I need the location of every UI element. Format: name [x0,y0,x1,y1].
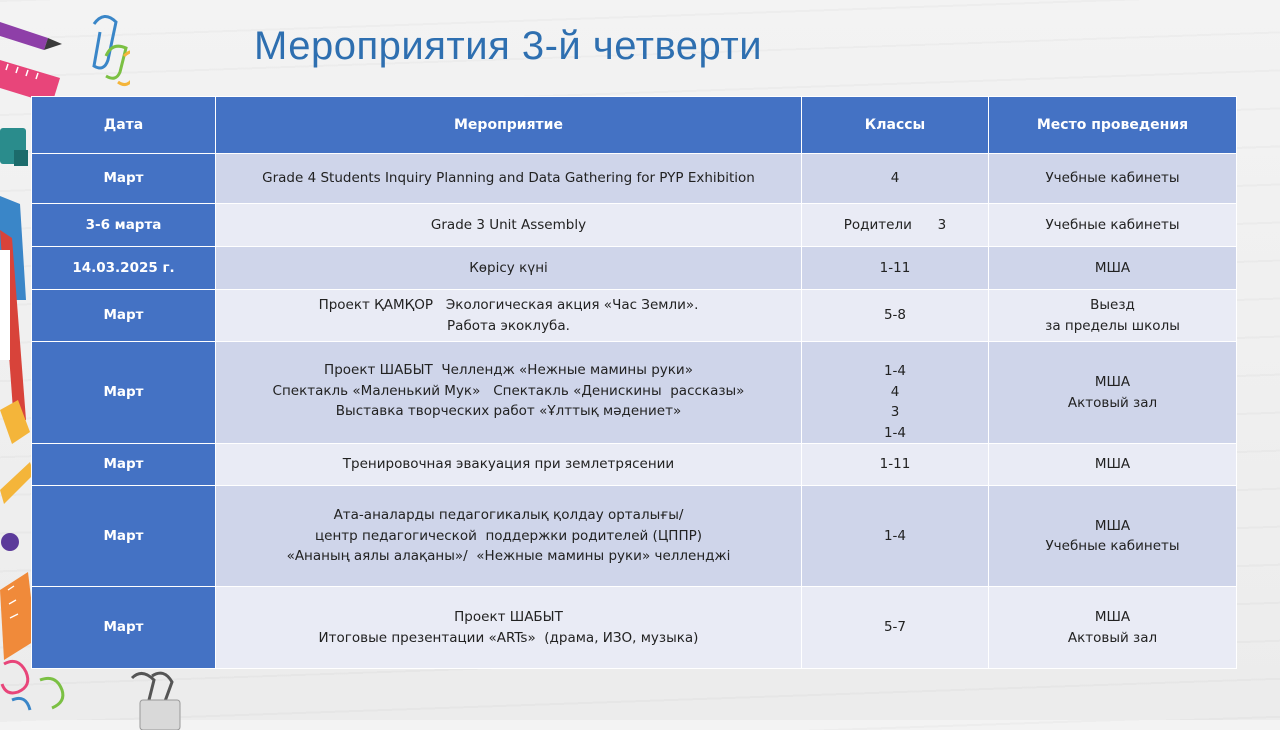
place-line: МША [1094,517,1131,534]
classes-cell [802,342,989,444]
classes-line: Родители 3 [843,216,947,233]
date-cell: 14.03.2025 г. [32,247,216,290]
place-line: МША [1094,609,1131,625]
place-line: МША [1094,259,1131,276]
event-line: Проект ҚАМҚОР Экологическая акция «Час Земли». [318,297,699,313]
event-cell [216,444,802,486]
event-line: Тренировочная эвакуация при землетрясении [342,456,675,473]
event-line: Выставка творческих работ «Ұлттық мәдениет» [335,403,682,419]
table-row [32,290,1237,342]
pushpin-icon [1,533,19,551]
event-cell [216,342,802,444]
classes-line: 4 [890,383,900,400]
event-line: Проект ШАБЫТ Челлендж «Нежные мамины руки» [324,362,693,378]
date-cell: Март [32,486,216,587]
place-cell [989,444,1237,486]
classes-line: 4 [890,170,900,187]
binder-clip-icon [0,128,28,166]
classes-line: 5-7 [883,619,907,636]
notebook-decor [0,250,10,360]
table-row [32,204,1237,247]
event-cell [216,486,802,587]
classes-cell [802,290,989,342]
place-line: за пределы школы [1045,317,1180,334]
table-row [32,154,1237,204]
date-cell: Март [32,444,216,486]
place-cell [989,204,1237,247]
event-line: Спектакль «Маленький Мук» Спектакль «Денискины рассказы» [272,382,745,399]
classes-line: 5-8 [883,307,907,324]
page-title: Мероприятия 3-й четверти [254,24,763,68]
event-line: Работа экоклуба. [447,317,570,334]
classes-line: 1-4 [883,363,907,379]
pencil-icon [0,22,62,50]
classes-cell [802,587,989,669]
paperclip-icon [94,16,130,84]
table-header-row [32,97,1237,154]
header-date: Дата [32,97,216,154]
place-line: Учебные кабинеты [1045,170,1180,187]
event-cell [216,204,802,247]
classes-line: 1-4 [883,527,907,544]
classes-line: 1-4 [883,424,907,441]
place-line: Выезд [1090,297,1135,313]
event-cell [216,154,802,204]
classes-cell [802,204,989,247]
place-cell [989,154,1237,204]
place-line: Актовый зал [1067,629,1158,646]
event-cell [216,247,802,290]
pencil-icon [0,400,34,504]
classes-cell [802,444,989,486]
place-line: Учебные кабинеты [1045,538,1180,554]
place-cell [989,290,1237,342]
event-line: Grade 4 Students Inquiry Planning and Data Gathering for PYP Exhibition [262,170,755,187]
place-cell [989,247,1237,290]
date-cell: Март [32,587,216,669]
classes-line: 1-11 [879,456,911,473]
classes-line: 3 [890,404,900,420]
event-line: «Ананың аялы алақаны»/ «Нежные мамины руки» челленджі [286,548,731,565]
date-cell: Март [32,154,216,204]
date-cell: Март [32,342,216,444]
place-cell [989,486,1237,587]
event-line: Көрісу күні [469,259,548,276]
header-event: Мероприятие [216,97,802,154]
event-line: Grade 3 Unit Assembly [430,216,587,233]
classes-cell [802,247,989,290]
event-cell [216,290,802,342]
event-cell [216,587,802,669]
place-line: МША [1094,374,1131,390]
header-classes: Классы [802,97,989,154]
table-row [32,486,1237,587]
table-row [32,247,1237,290]
classes-cell [802,154,989,204]
table-row [32,444,1237,486]
place-line: Учебные кабинеты [1045,216,1180,233]
event-line: Проект ШАБЫТ [454,609,563,625]
binder-clip-icon [122,670,192,730]
events-table [31,96,1237,669]
event-line: Итоговые презентации «ARTs» (драма, ИЗО, музыка) [318,629,699,646]
place-cell [989,342,1237,444]
event-line: центр педагогической поддержки родителей (ЦППР) [314,527,703,544]
table-row [32,587,1237,669]
header-place: Место проведения [989,97,1237,154]
date-cell: Март [32,290,216,342]
classes-line: 1-11 [879,259,911,276]
place-line: МША [1094,456,1131,473]
event-line: Ата-аналарды педагогикалық қолдау орталығы/ [333,507,684,524]
classes-cell [802,486,989,587]
place-line: Актовый зал [1067,394,1158,411]
date-cell: 3-6 марта [32,204,216,247]
place-cell [989,587,1237,669]
table-row [32,342,1237,444]
